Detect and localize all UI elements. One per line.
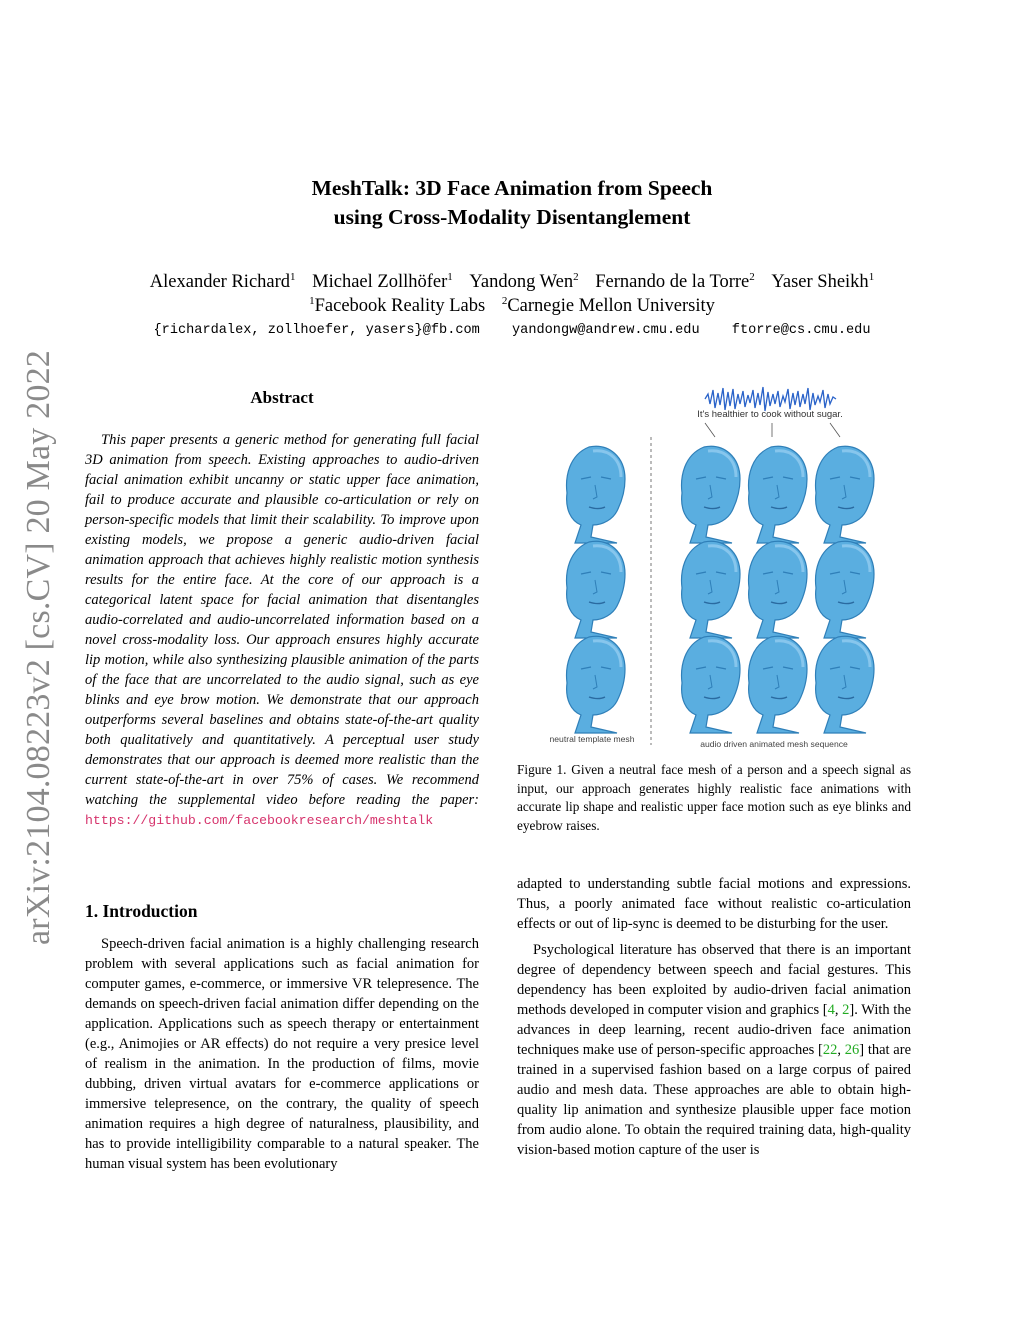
author-block (0, 270, 1024, 318)
author-list (0, 270, 1024, 294)
animated-mesh (749, 446, 807, 543)
speech-sentence: It's healthier to cook without sugar. (697, 409, 843, 420)
audio-waveform (705, 387, 836, 411)
author: Yaser Sheikh$^1$ (771, 271, 875, 292)
citation[interactable]: 26 (844, 1042, 860, 1058)
intro-heading: 1. Introduction (85, 901, 198, 921)
label-animated-sequence: audio driven animated mesh sequence (700, 739, 848, 749)
citation[interactable]: 4 (827, 1002, 835, 1018)
title-line-1: MeshTalk: 3D Face Animation from Speech (311, 176, 713, 200)
title-line-2: using Cross-Modality Disentanglement (333, 205, 691, 229)
neutral-mesh (567, 636, 625, 733)
paragraph: Psychological literature has observed that there is an important degree of dependency between speech and facial gestures. This dependency has been exploited by audio-driven facial animation methods developed in computer vision and graphics [4, 2]. With the advances in deep learning, recent audio-driven face animation techniques make use of person-specific approaches [22, 26] that are trained in a supervised fashion based on a large corpus of paired audio and mesh data. These approaches are able to obtain high-quality lip animation and synthesize plausible upper face motion from audio alone. To obtain the required training data, high-quality vision-based motion capture of the user is (517, 942, 912, 1158)
author: Fernando de la Torre$^2$ (595, 271, 755, 292)
paragraph: adapted to understanding subtle facial motions and expressions. Thus, a poorly animated face without realistic co-articulation effects or out of lip-sync is deemed to be disturbing for the user. (517, 876, 911, 932)
email: ftorre@cs.cmu.edu (731, 323, 871, 338)
arxiv-stamp: arXiv:2104.08223v2 [cs.CV] 20 May 2022 (20, 350, 57, 945)
animated-mesh (816, 541, 874, 638)
animated-mesh (682, 636, 740, 733)
paper-title (0, 174, 1024, 232)
animated-mesh (682, 446, 740, 543)
right-column-body (517, 874, 911, 1166)
animated-mesh (816, 636, 874, 733)
author: Alexander Richard$^1$ (149, 271, 296, 292)
figure-caption: Figure 1. Given a neutral face mesh of a person and a speech signal as input, our approach generates highly realistic face animations with accurate lip shape and realistic upper face motion such as eye blinks and eyebrow raises. (517, 762, 911, 833)
email-list (0, 323, 1024, 338)
citation[interactable]: 2 (842, 1002, 850, 1018)
citation[interactable]: 22 (822, 1042, 838, 1058)
neutral-mesh (567, 541, 625, 638)
label-neutral-template: neutral template mesh (549, 734, 635, 744)
email: yandongw@andrew.cmu.edu (512, 323, 700, 338)
animated-mesh (749, 541, 807, 638)
affiliation: $^1$Facebook Reality Labs (309, 295, 486, 316)
affiliation-list (0, 294, 1024, 318)
email: {richardalex, zollhoefer, yasers}@fb.com (153, 323, 480, 338)
animated-mesh (682, 541, 740, 638)
affiliation: $^2$Carnegie Mellon University (501, 295, 715, 316)
animated-mesh (816, 446, 874, 543)
author: Yandong Wen$^2$ (469, 271, 579, 292)
abstract-heading: Abstract (250, 388, 314, 407)
abstract-body: This paper presents a generic method for generating full facial 3D animation from speech. Existing approaches to audio-driven facial animation exhibit uncanny or static upper face animation, fail to produce accurate and plausible co-articulation or rely on person-specific models that limit their scalability. To improve upon existing models, we propose a generic audio-driven facial animation approach that achieves highly realistic motion synthesis results for the entire face. At the core of our approach is a categorical latent space for facial animation that disentangles audio-correlated and audio-uncorrelated information based on a novel cross-modality loss. Our approach ensures highly accurate lip motion, while also synthesizing plausible animation of the parts of the face that are uncorrelated to the audio signal, such as eye blinks and eye brow motion. We demonstrate that our approach outperforms several baselines and obtains state-of-the-art quality both qualitatively and quantitatively. A perceptual user study demonstrates that our approach is deemed more realistic than the current state-of-the-art in over 75% of cases. We recommend watching the supplemental video before reading the paper: https://github.com/facebookresearch/meshtalk (85, 432, 479, 828)
figure-1 (540, 385, 920, 755)
intro-body: Speech-driven facial animation is a highly challenging research problem with several applications such as facial animation for computer games, e-commerce, or immersive VR telepresence. The demands on speech-driven facial animation differ depending on the application. Applications such as speech therapy or entertainment (e.g., Animojies or AR effects) do not require a very presice level of realism in the animation. In the production of films, movie dubbing, driven virtual avatars for e-commerce applications or immersive telepresence, on the contrary, the quality of speech animation requires a high degree of naturalness, plausibility, and has to provide intelligibility comparable to a natural speaker. The human visual system has been evolutionary (85, 936, 479, 1172)
author: Michael Zollhöfer$^1$ (312, 271, 453, 292)
github-link[interactable]: https://github.com/facebookresearch/meshtalk (85, 813, 434, 828)
animated-mesh (749, 636, 807, 733)
neutral-mesh (567, 446, 625, 543)
